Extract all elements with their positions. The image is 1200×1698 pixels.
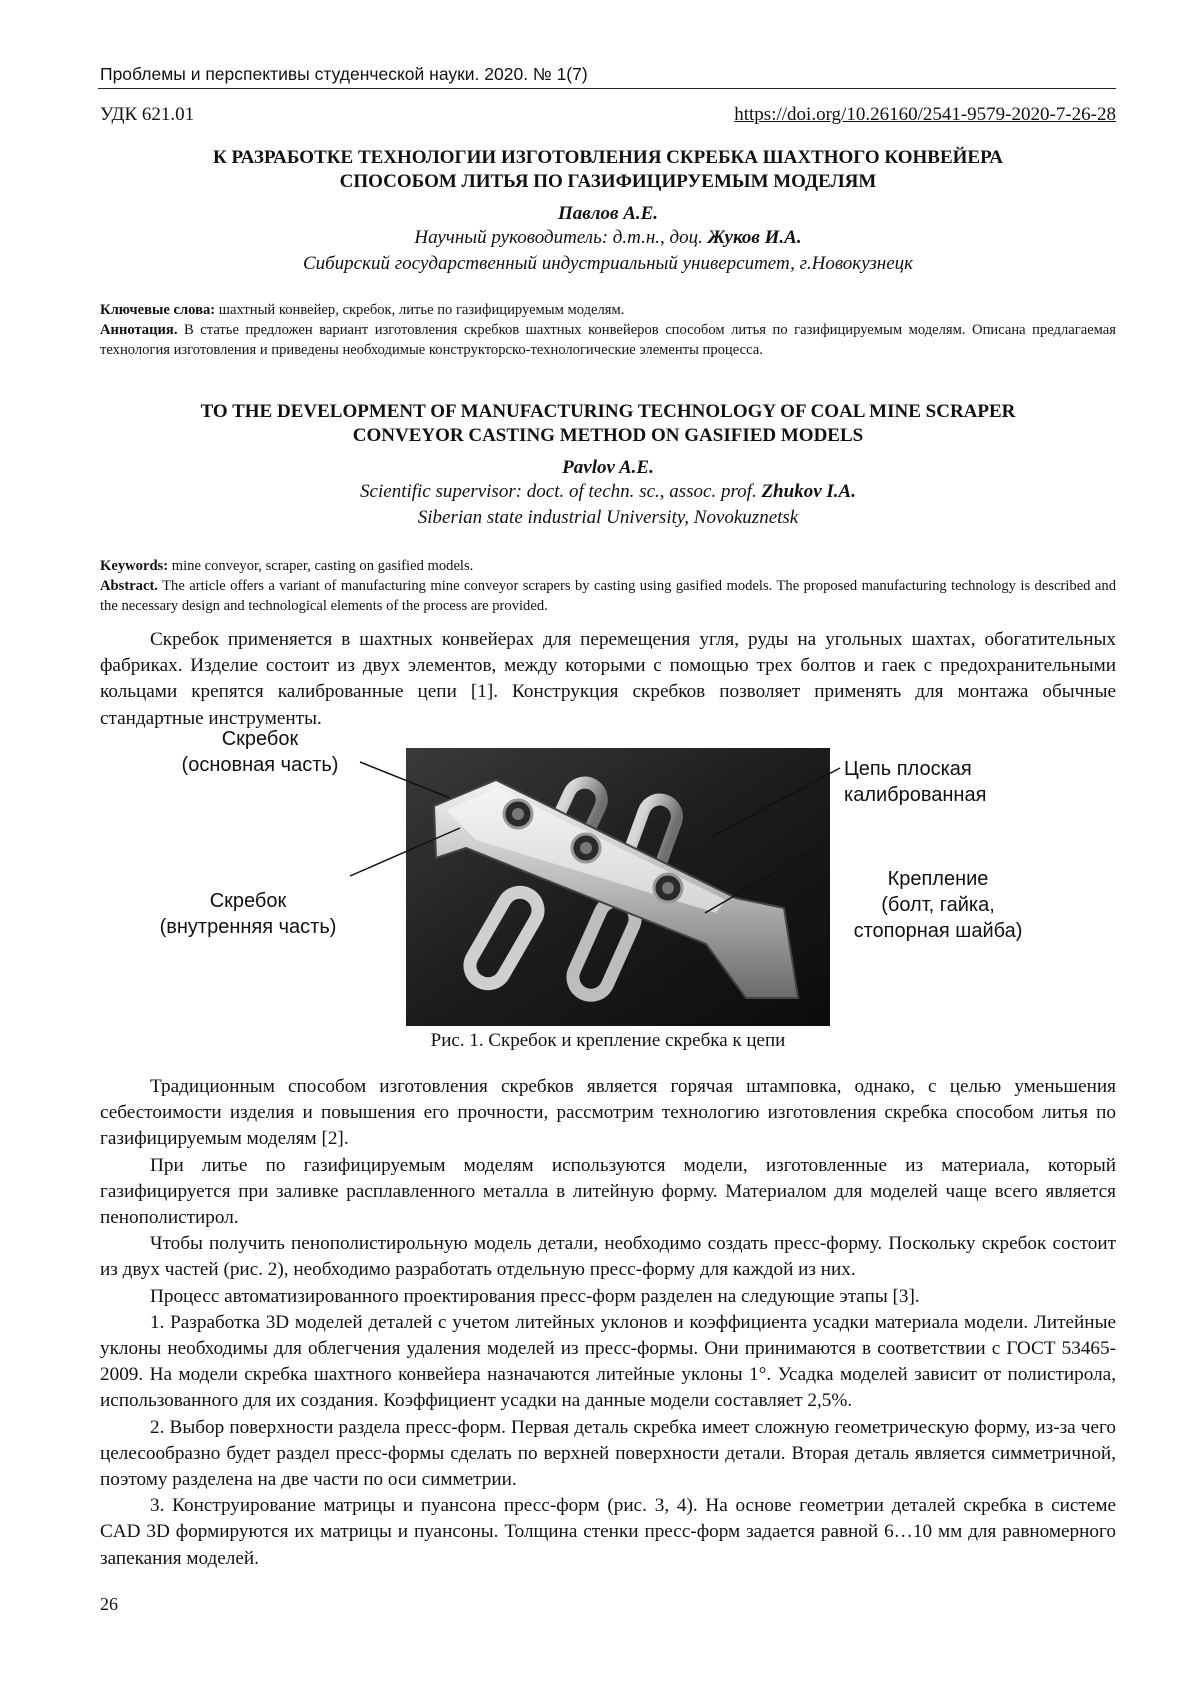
english-title-line-2: CONVEYOR CASTING METHOD ON GASIFIED MODELS bbox=[352, 425, 864, 446]
english-author: Pavlov A.E. bbox=[562, 457, 654, 478]
russian-affiliation: Сибирский государственный индустриальный университет, г.Новокузнецк bbox=[302, 253, 914, 274]
label-fastening-line-2: (болт, гайка, bbox=[881, 894, 995, 916]
english-title-line-1: TO THE DEVELOPMENT OF MANUFACTURING TECHNOLOGY OF COAL MINE SCRAPER bbox=[200, 401, 1016, 422]
english-supervisor-name: Zhukov I.A. bbox=[761, 481, 856, 502]
body-text bbox=[100, 1074, 1116, 1572]
paragraph: Традиционным способом изготовления скребков является горячая штамповка, однако, с целью уменьшения себестоимости изделия и повышения его прочности, рассмотрим технологию изготовления скребка способом литья по газифицируемым моделям [2]. bbox=[100, 1076, 1116, 1150]
paragraph: Чтобы получить пенополистирольную модель детали, необходимо создать пресс-форму. Поскольку скребок состоит из двух частей (рис. 2), необходимо разработать отдельную пресс-форму для каждой из них. bbox=[100, 1233, 1116, 1281]
english-abstract-label: Abstract. bbox=[100, 578, 158, 594]
english-keywords-abstract bbox=[100, 556, 1116, 616]
english-keywords-text: mine conveyor, scraper, casting on gasified models. bbox=[168, 558, 474, 574]
journal-header: Проблемы и перспективы студенческой науки. 2020. № 1(7) bbox=[100, 64, 588, 84]
header-divider bbox=[98, 88, 1116, 89]
label-scraper-main bbox=[160, 726, 360, 778]
english-keywords bbox=[100, 556, 1116, 576]
label-scraper-inner-line-1: Скребок bbox=[209, 890, 287, 912]
figure-1 bbox=[150, 728, 1090, 1026]
english-supervisor-prefix: Scientific supervisor: doct. of techn. sc., assoc. prof. bbox=[360, 481, 762, 502]
udc-code: УДК 621.01 bbox=[100, 104, 195, 125]
russian-keywords-label: Ключевые слова: bbox=[100, 302, 216, 318]
russian-keywords-abstract bbox=[100, 300, 1116, 360]
english-supervisor bbox=[100, 479, 1116, 505]
paragraph: При литье по газифицируемым моделям используются модели, изготовленные из материала, который газифицируется при заливке расплавленного металла в литейную форму. Материалом для моделей чаще всего является пенополистирол. bbox=[100, 1154, 1116, 1229]
label-fastening-line-1: Крепление bbox=[887, 868, 989, 890]
russian-title-block bbox=[100, 146, 1116, 277]
english-title-block bbox=[100, 400, 1116, 531]
russian-abstract-label: Аннотация. bbox=[100, 322, 178, 338]
russian-supervisor-name: Жуков И.А. bbox=[707, 227, 802, 248]
russian-supervisor bbox=[100, 225, 1116, 251]
russian-supervisor-prefix: Научный руководитель: д.т.н., доц. bbox=[414, 227, 708, 248]
label-scraper-inner bbox=[138, 888, 358, 940]
label-scraper-main-line-2: (основная часть) bbox=[181, 754, 339, 776]
label-chain-line-2: калиброванная bbox=[844, 784, 987, 806]
russian-title-line-1: К РАЗРАБОТКЕ ТЕХНОЛОГИИ ИЗГОТОВЛЕНИЯ СКРЕБКА ШАХТНОГО КОНВЕЙЕРА bbox=[212, 147, 1003, 168]
intro-text bbox=[100, 627, 1116, 732]
russian-keywords bbox=[100, 300, 1116, 320]
english-affiliation: Siberian state industrial University, Novokuznetsk bbox=[417, 507, 799, 528]
figure-1-caption: Рис. 1. Скребок и крепление скребка к цепи bbox=[430, 1030, 786, 1051]
paragraph: Процесс автоматизированного проектирования пресс-форм разделен на следующие этапы [3]. bbox=[150, 1285, 920, 1307]
russian-title-line-2: СПОСОБОМ ЛИТЬЯ ПО ГАЗИФИЦИРУЕМЫМ МОДЕЛЯМ bbox=[339, 171, 877, 192]
page-number: 26 bbox=[100, 1594, 118, 1614]
english-keywords-label: Keywords: bbox=[100, 558, 169, 574]
label-scraper-main-line-1: Скребок bbox=[221, 728, 299, 750]
label-chain bbox=[844, 756, 1044, 808]
label-fastening bbox=[840, 866, 1036, 944]
russian-author: Павлов А.Е. bbox=[557, 203, 659, 224]
russian-keywords-text: шахтный конвейер, скребок, литье по газифицируемым моделям. bbox=[215, 302, 625, 318]
label-fastening-line-3: стопорная шайба) bbox=[853, 920, 1023, 942]
paragraph: 2. Выбор поверхности раздела пресс-форм. Первая деталь скребка имеет сложную геометрическую форму, из-за чего целесообразно будет раздел пресс-формы сделать по верхней поверхности детали. Вторая деталь является симметричной, поэтому разделена на две части по оси симметрии. bbox=[100, 1416, 1116, 1491]
english-abstract bbox=[100, 576, 1116, 616]
label-scraper-inner-line-2: (внутренняя часть) bbox=[159, 916, 337, 938]
paragraph: 1. Разработка 3D моделей деталей с учетом литейных уклонов и коэффициента усадки материала модели. Литейные уклоны необходимы для облегчения удаления моделей из пресс-формы. Они принимаются в соответствии с ГОСТ 53465-2009. На модели скребка шахтного конвейера назначаются литейные уклоны 1°. Усадка моделей зависит от полистирола, использованного для их создания. Коэффициент усадки на данные модели составляет 2,5%. bbox=[100, 1311, 1116, 1412]
russian-abstract-text: В статье предложен вариант изготовления скребков шахтных конвейеров способом литья по газифицируемым моделям. Описана предлагаемая технология изготовления и приведены необходимые конструкторско-технологические элементы процесса. bbox=[100, 322, 1116, 358]
paragraph: 3. Конструирование матрицы и пуансона пресс-форм (рис. 3, 4). На основе геометрии деталей скребка в системе CAD 3D формируются их матрицы и пуансоны. Толщина стенки пресс-форм задается равной 6…10 мм для равномерного запекания моделей. bbox=[100, 1495, 1116, 1569]
intro-paragraph: Скребок применяется в шахтных конвейерах для перемещения угля, руды на угольных шахтах, обогатительных фабриках. Изделие состоит из двух элементов, между которыми с помощью трех болтов и гаек с предохранительными кольцами крепятся калиброванные цепи [1]. Конструкция скребков позволяет применять для монтажа обычные стандартные инструменты. bbox=[100, 629, 1116, 729]
english-abstract-text: The article offers a variant of manufacturing mine conveyor scrapers by casting using gasified models. The proposed manufacturing technology is described and the necessary design and technological elements of the process are provided. bbox=[100, 578, 1116, 614]
label-chain-line-1: Цепь плоская bbox=[844, 758, 972, 780]
doi-link[interactable]: https://doi.org/10.26160/2541-9579-2020-7-26-28 bbox=[734, 104, 1116, 125]
russian-abstract bbox=[100, 320, 1116, 360]
